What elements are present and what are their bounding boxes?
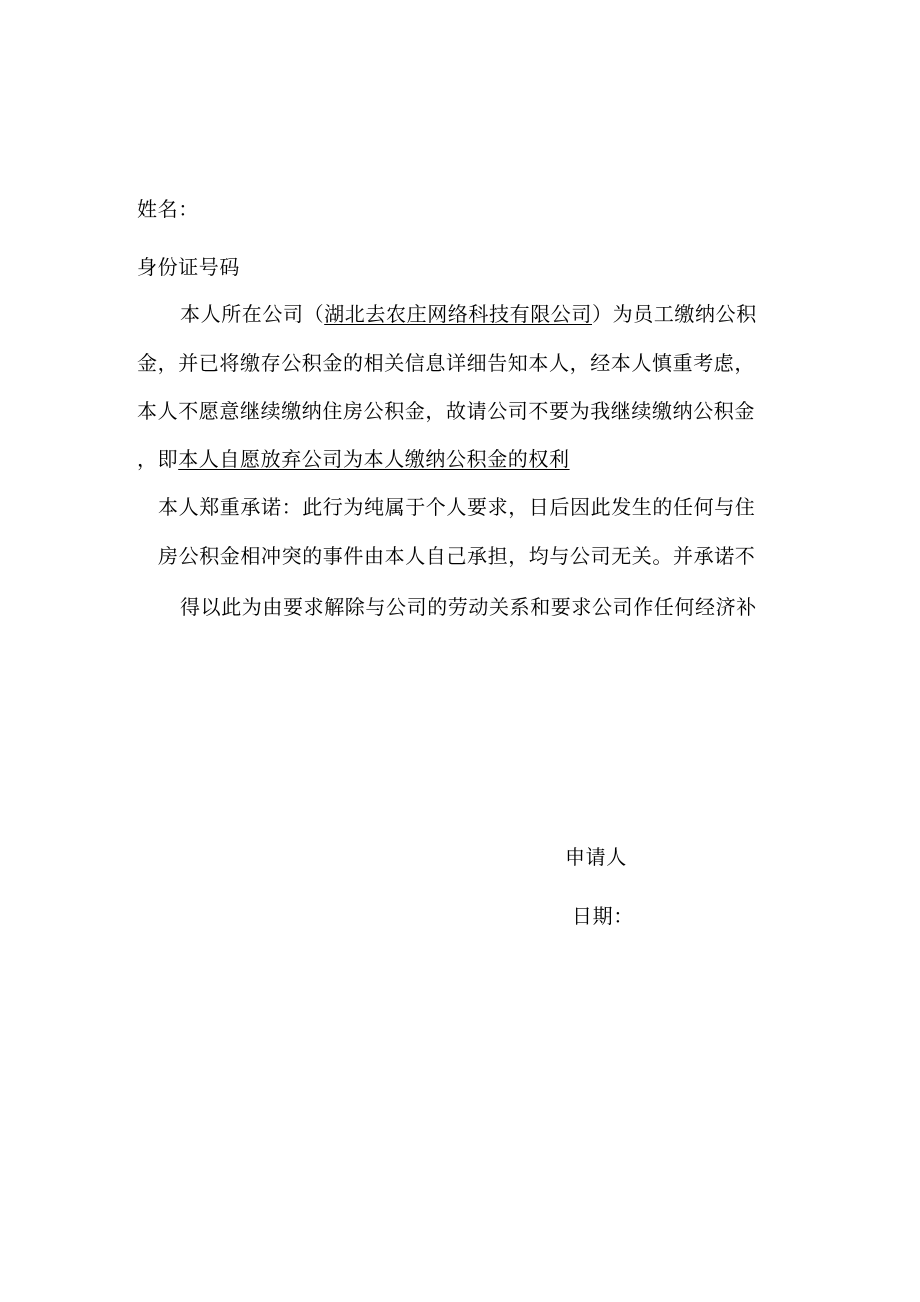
company-name: 湖北去农庄网络科技有限公司 (324, 302, 593, 326)
paragraph-1-line-1-suffix: ）为员工缴纳公积 (592, 302, 757, 326)
id-number-label: 身份证号码 (137, 255, 240, 279)
paragraph-1-line-4 (137, 447, 570, 471)
date-label: 日期： (572, 904, 634, 928)
paragraph-1-line-1-prefix: 本人所在公司（ (180, 302, 325, 326)
applicant-label: 申请人 (565, 845, 627, 869)
paragraph-1-line-1 (180, 302, 757, 326)
paragraph-2-line-2: 房公积金相冲突的事件由本人自己承担，均与公司无关。并承诺不 (158, 544, 756, 568)
paragraph-2-line-1: 本人郑重承诺：此行为纯属于个人要求，日后因此发生的任何与住 (158, 495, 756, 519)
paragraph-1-line-2: 金，并已将缴存公积金的相关信息详细告知本人，经本人慎重考虑， (137, 351, 755, 375)
paragraph-1-line-3: 本人不愿意继续缴纳住房公积金，故请公司不要为我继续缴纳公积金 (137, 399, 755, 423)
name-label: 姓名： (137, 197, 199, 221)
waiver-statement: 本人自愿放弃公司为本人缴纳公积金的权利 (178, 447, 570, 471)
paragraph-2-line-3: 得以此为由要求解除与公司的劳动关系和要求公司作任何经济补 (180, 595, 757, 619)
paragraph-1-line-4-prefix: ，即 (137, 447, 179, 471)
